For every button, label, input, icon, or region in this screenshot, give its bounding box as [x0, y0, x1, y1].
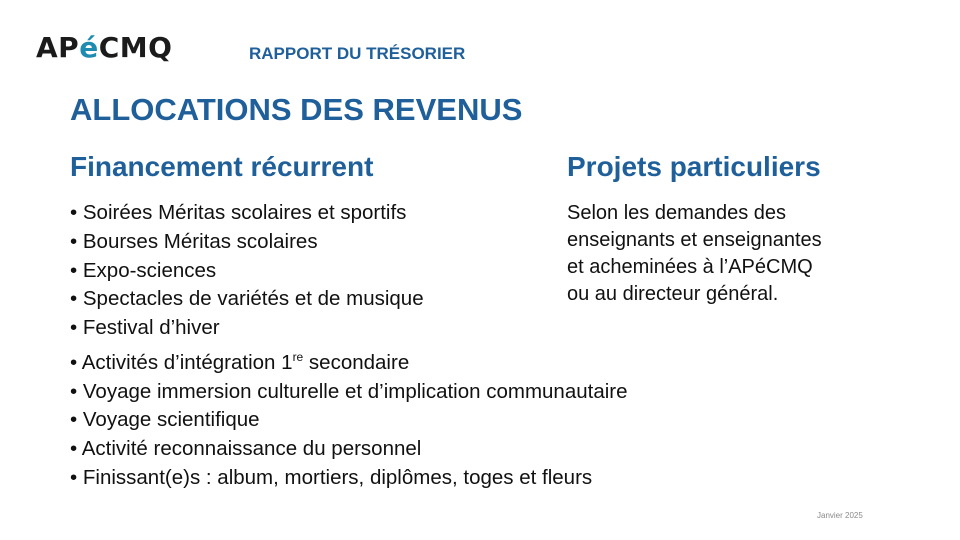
- list-item-text: Spectacles de variétés et de musique: [82, 287, 424, 311]
- special-projects-description: [567, 200, 867, 308]
- description-line: enseignants et enseignantes: [567, 229, 822, 251]
- list-item-text: Festival d’hiver: [82, 316, 220, 340]
- list-item-text: Voyage scientifique: [82, 408, 260, 432]
- logo-text-accent: é: [79, 31, 99, 64]
- list-item-text: Bourses Méritas scolaires: [82, 229, 318, 253]
- list-item: [70, 343, 628, 378]
- list-item: [70, 228, 628, 257]
- list-item: [70, 285, 628, 314]
- recurring-funding-heading: Financement récurrent: [70, 151, 374, 182]
- list-item: [70, 464, 628, 493]
- list-item-text-after: secondaire: [303, 350, 410, 374]
- apecmq-logo: [36, 31, 173, 64]
- list-item: [70, 314, 628, 343]
- list-item: [70, 257, 628, 286]
- description-line: ou au directeur général.: [567, 283, 779, 305]
- ordinal-superscript: re: [292, 349, 304, 364]
- list-item: [70, 378, 628, 407]
- list-item-text: Expo-sciences: [82, 258, 217, 282]
- footer-date: Janvier 2025: [817, 511, 863, 520]
- list-item: [70, 199, 628, 228]
- list-item: [70, 406, 628, 435]
- list-item-text: Finissant(e)s : album, mortiers, diplômes, toges et fleurs: [82, 466, 593, 489]
- special-projects-heading: Projets particuliers: [567, 151, 821, 182]
- list-item-text: Soirées Méritas scolaires et sportifs: [82, 201, 407, 224]
- page-title: ALLOCATIONS DES REVENUS: [70, 92, 523, 127]
- logo-text-part1: AP: [36, 31, 80, 64]
- list-item-text: Activité reconnaissance du personnel: [81, 437, 422, 461]
- list-item-text: Voyage immersion culturelle et d’implication communautaire: [82, 379, 628, 403]
- list-item: [70, 435, 628, 464]
- header-title: RAPPORT DU TRÉSORIER: [249, 44, 466, 63]
- recurring-funding-list: [70, 199, 628, 493]
- description-line: et acheminées à l’APéCMQ: [567, 256, 813, 278]
- logo-text-part2: CMQ: [98, 31, 173, 64]
- list-item-text: Activités d’intégration 1: [81, 350, 293, 374]
- description-line: Selon les demandes des: [567, 202, 787, 224]
